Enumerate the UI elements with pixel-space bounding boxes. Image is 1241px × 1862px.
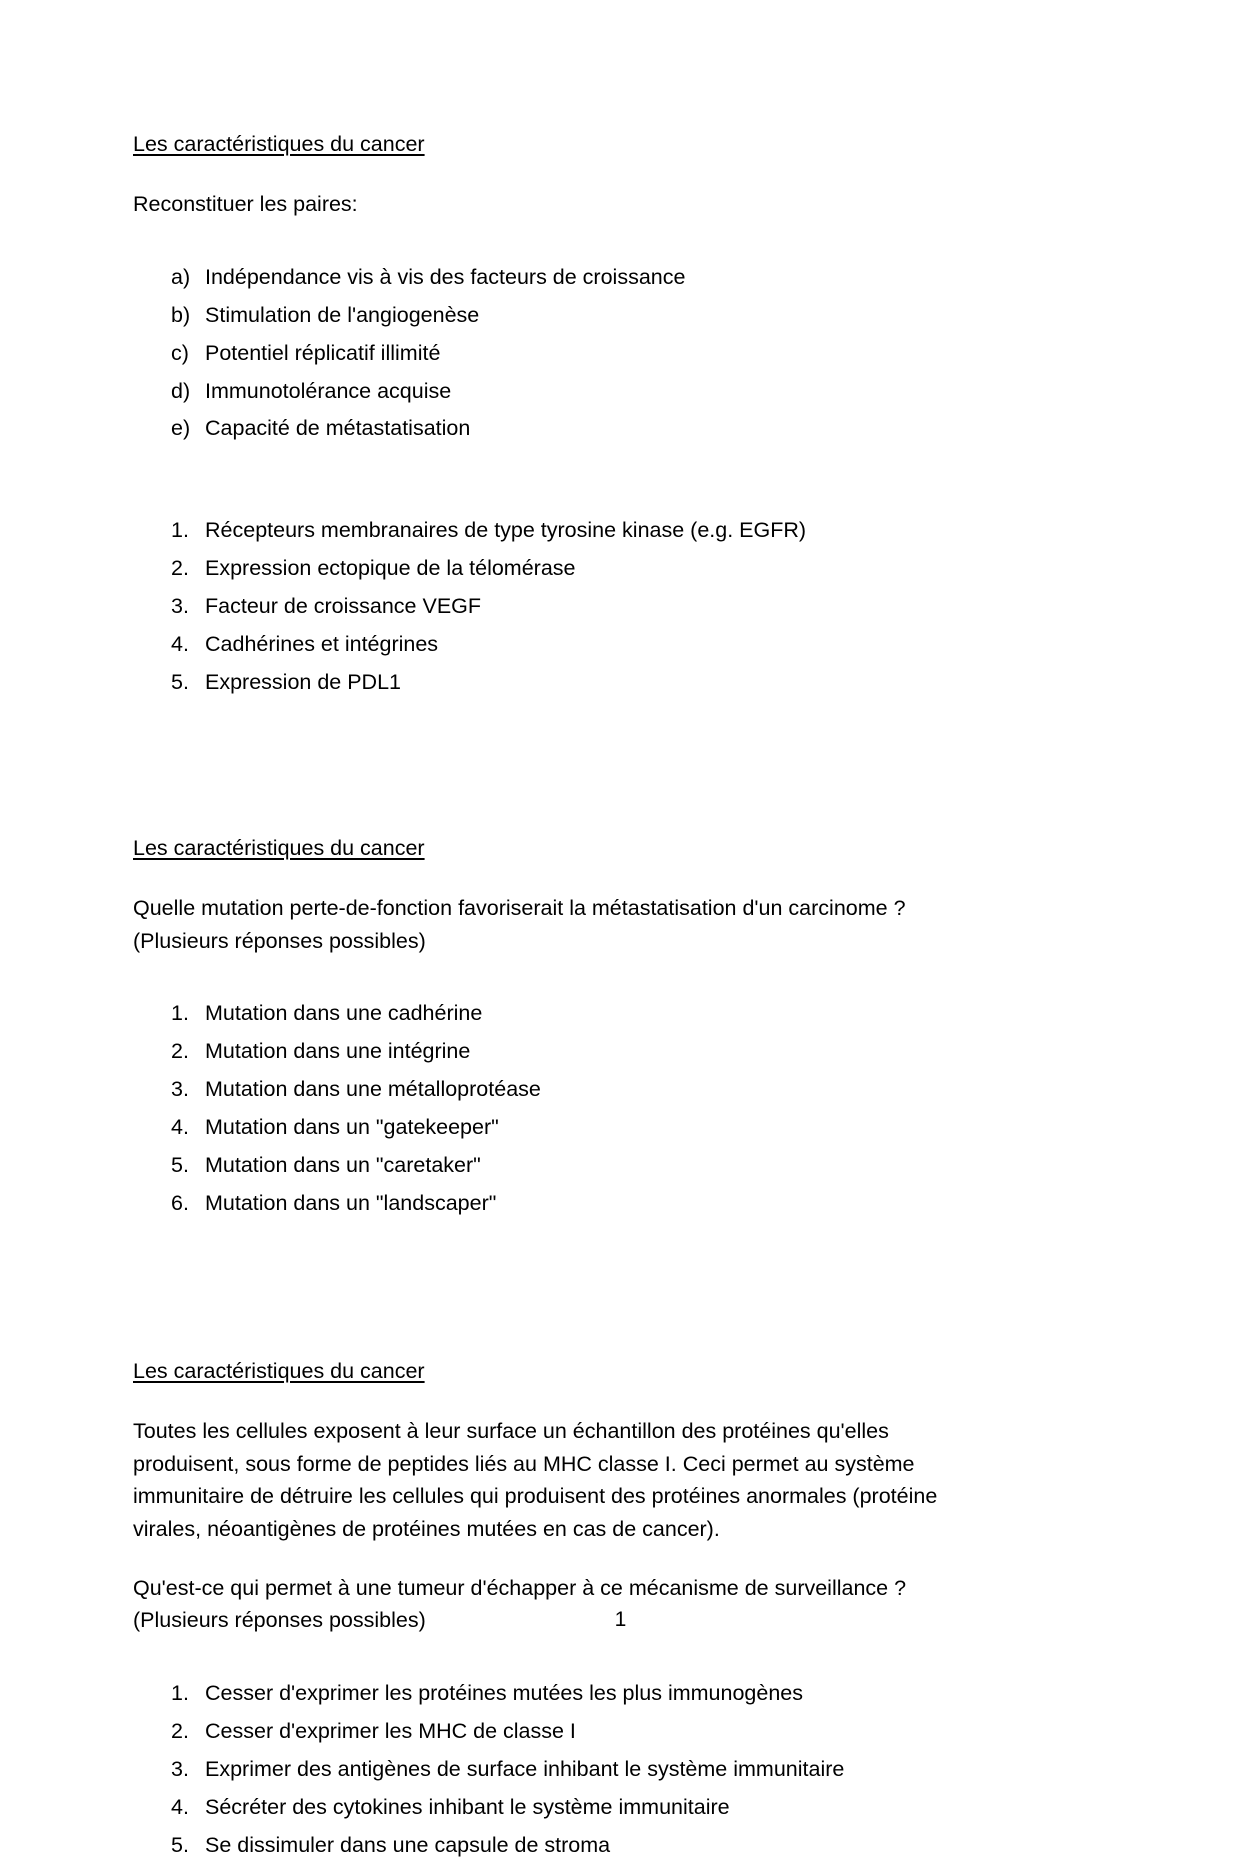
list-marker: 1.	[171, 1001, 189, 1026]
list-marker: d)	[171, 378, 191, 403]
list-marker: 1.	[171, 1681, 189, 1706]
list-marker: 2.	[171, 1718, 189, 1743]
spacer-between-section-2-and-3	[133, 1225, 1101, 1355]
list-marker: 4.	[171, 632, 189, 657]
list-item	[133, 412, 1101, 445]
list-marker: 1.	[171, 518, 189, 543]
list-item-label: Facteur de croissance VEGF	[205, 594, 482, 619]
list-item	[133, 1715, 1101, 1748]
spacer-before-options-2	[133, 983, 1101, 997]
list-marker: 5.	[171, 1832, 189, 1857]
list-marker: 5.	[171, 669, 189, 694]
list-item	[133, 1753, 1101, 1786]
list-item	[133, 261, 1101, 294]
numbered-list-pairs	[133, 514, 1101, 698]
section-3-paragraph: Toutes les cellules exposent à leur surface un échantillon des protéines qu'elles produisent, sous forme de peptides liés au MHC classe I. Ceci permet au système immunitaire de détruire les cellules qui produisent des protéines anormales (protéine virales, néoantigènes de protéines mutées en cas de cancer).	[133, 1419, 938, 1542]
list-marker: 6.	[171, 1190, 189, 1215]
list-item	[133, 375, 1101, 408]
list-marker: b)	[171, 302, 191, 327]
lettered-list	[133, 261, 1101, 445]
section-title-3: Les caractéristiques du cancer	[133, 1358, 425, 1383]
spacer-before-letter-list	[133, 247, 1101, 261]
list-item	[133, 1829, 1101, 1862]
section-3-question: Qu'est-ce qui permet à une tumeur d'échapper à ce mécanisme de surveillance ? (Plusieurs réponses possibles)	[133, 1575, 907, 1633]
list-item	[133, 552, 1101, 585]
list-item	[133, 1111, 1101, 1144]
list-item-label: Capacité de métastatisation	[205, 416, 471, 441]
options-list-2	[133, 997, 1101, 1219]
list-marker: 5.	[171, 1152, 189, 1177]
document-body	[133, 128, 1101, 1862]
list-item-label: Se dissimuler dans une capsule de stroma	[205, 1832, 611, 1857]
list-item	[133, 1073, 1101, 1106]
list-item-label: Mutation dans un "gatekeeper"	[205, 1115, 499, 1140]
section-2-question: Quelle mutation perte-de-fonction favoriserait la métastatisation d'un carcinome ? (Plusieurs réponses possibles)	[133, 896, 906, 953]
list-item-label: Immunotolérance acquise	[205, 378, 452, 403]
list-item	[133, 1187, 1101, 1220]
page-number: 1	[614, 1607, 627, 1631]
spacer-between-section-1-and-2	[133, 704, 1101, 832]
list-item	[133, 1677, 1101, 1710]
list-item-label: Sécréter des cytokines inhibant le système immunitaire	[205, 1794, 730, 1819]
options-list-3	[133, 1677, 1101, 1861]
list-item	[133, 590, 1101, 623]
section-title-1: Les caractéristiques du cancer	[133, 132, 425, 156]
spacer-between-lists-2	[133, 496, 1101, 514]
list-item	[133, 1149, 1101, 1182]
spacer-between-lists	[133, 450, 1101, 496]
list-item-label: Cesser d'exprimer les protéines mutées les plus immunogènes	[205, 1681, 804, 1706]
list-marker: 3.	[171, 594, 189, 619]
list-item-label: Mutation dans une cadhérine	[205, 1001, 483, 1026]
list-marker: c)	[171, 340, 189, 365]
list-item-label: Mutation dans un "caretaker"	[205, 1152, 481, 1177]
list-item-label: Mutation dans un "landscaper"	[205, 1190, 497, 1215]
list-marker: 3.	[171, 1077, 189, 1102]
list-item-label: Cadhérines et intégrines	[205, 632, 439, 657]
list-item	[133, 514, 1101, 547]
list-marker: 2.	[171, 1039, 189, 1064]
list-item-label: Mutation dans une intégrine	[205, 1039, 471, 1064]
section-title-2: Les caractéristiques du cancer	[133, 835, 425, 860]
section-1-intro: Reconstituer les paires:	[133, 192, 358, 217]
list-item-label: Stimulation de l'angiogenèse	[205, 302, 480, 327]
list-item-label: Potentiel réplicatif illimité	[205, 340, 441, 365]
list-item-label: Exprimer des antigènes de surface inhibant le système immunitaire	[205, 1756, 845, 1781]
spacer-before-options-3	[133, 1663, 1101, 1677]
list-marker: 4.	[171, 1115, 189, 1140]
list-item-label: Récepteurs membranaires de type tyrosine kinase (e.g. EGFR)	[205, 518, 807, 543]
list-item	[133, 1791, 1101, 1824]
list-item	[133, 1035, 1101, 1068]
list-item	[133, 299, 1101, 332]
list-item-label: Expression ectopique de la télomérase	[205, 556, 576, 581]
section-metastasis-question	[133, 832, 1101, 1220]
list-item	[133, 997, 1101, 1030]
list-item	[133, 666, 1101, 699]
list-item	[133, 628, 1101, 661]
list-marker: a)	[171, 264, 191, 289]
list-marker: 2.	[171, 556, 189, 581]
list-marker: e)	[171, 416, 191, 441]
list-item-label: Mutation dans une métalloprotéase	[205, 1077, 541, 1102]
list-marker: 3.	[171, 1756, 189, 1781]
section-pairs	[133, 128, 1101, 699]
list-item	[133, 337, 1101, 370]
list-item-label: Cesser d'exprimer les MHC de classe I	[205, 1718, 576, 1743]
list-item-label: Expression de PDL1	[205, 669, 401, 694]
list-marker: 4.	[171, 1794, 189, 1819]
list-item-label: Indépendance vis à vis des facteurs de croissance	[205, 264, 686, 289]
